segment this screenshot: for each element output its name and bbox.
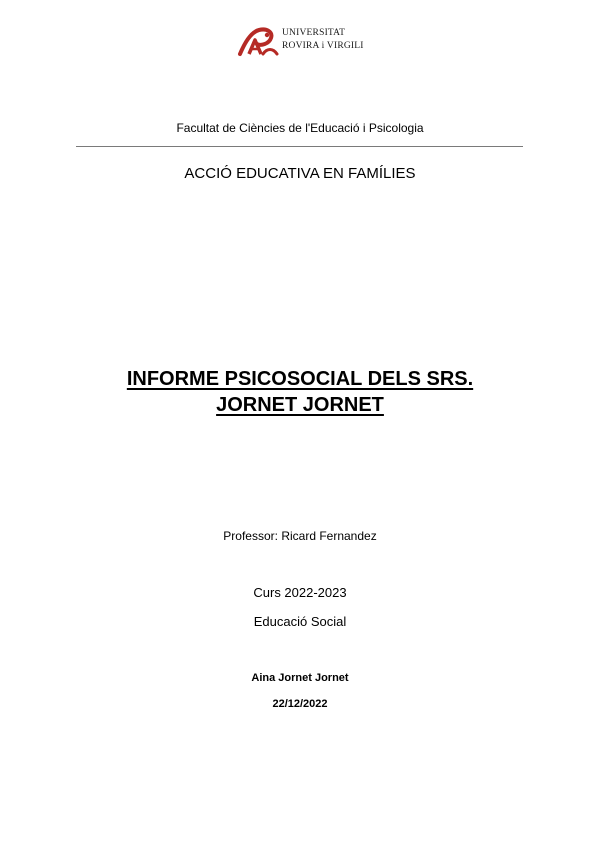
university-logo	[237, 24, 367, 58]
logo-text-line2: ROVIRA i VIRGILI	[282, 41, 364, 51]
course-name: ACCIÓ EDUCATIVA EN FAMÍLIES	[184, 165, 416, 182]
document-date: 22/12/2022	[272, 698, 328, 710]
degree-name: Educació Social	[253, 614, 347, 629]
document-title	[0, 366, 600, 418]
logo-text-line1: UNIVERSITAT	[282, 28, 346, 38]
academic-year: Curs 2022-2023	[253, 585, 347, 600]
professor-line: Professor: Ricard Fernandez	[223, 529, 377, 543]
document-title-line2: JORNET JORNET	[216, 394, 384, 416]
faculty-name: Facultat de Ciències de l'Educació i Psicologia	[176, 121, 424, 135]
author-name: Aina Jornet Jornet	[251, 672, 349, 684]
urv-emblem-icon	[237, 24, 279, 58]
document-title-line1: INFORME PSICOSOCIAL DELS SRS.	[126, 368, 474, 390]
header-divider	[76, 146, 523, 147]
